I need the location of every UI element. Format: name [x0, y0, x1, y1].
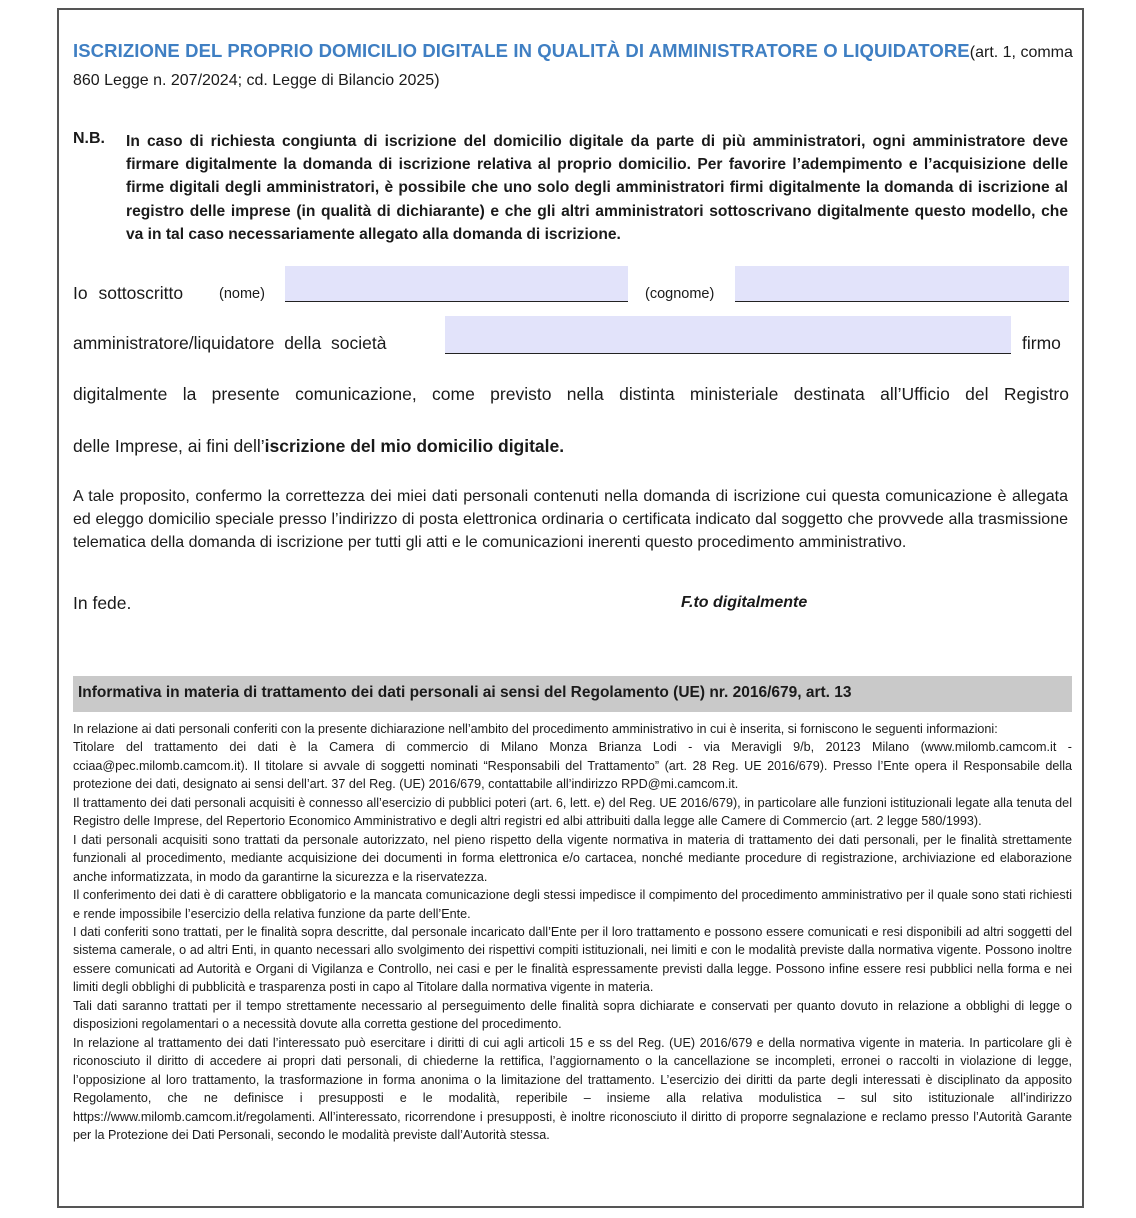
privacy-paragraph: Tali dati saranno trattati per il tempo strettamente necessario al perseguimento delle finalità sopra dichiarate e conservati per quanto dovuto in relazione a obblighi di legge o disposizioni regolamentari o a necessità dovute alla corretta gestione del procedimento. — [73, 998, 1072, 1032]
cognome-input[interactable] — [735, 266, 1069, 302]
declaration-bold: iscrizione del mio domicilio digitale. — [264, 436, 565, 456]
title-heading: ISCRIZIONE DEL PROPRIO DOMICILIO DIGITALE IN QUALITÀ DI AMMINISTRATORE O LIQUIDATORE — [73, 40, 970, 61]
intro-label: Io sottoscritto — [73, 283, 184, 303]
firmo-label: firmo — [1022, 333, 1061, 353]
privacy-paragraph: In relazione ai dati personali conferiti con la presente dichiarazione nell’ambito del procedimento amministrativo in cui è inserita, si forniscono le seguenti informazioni: — [73, 722, 998, 736]
signature-digital: F.to digitalmente — [681, 594, 808, 611]
nome-input[interactable] — [285, 266, 628, 302]
societa-input[interactable] — [445, 316, 1011, 354]
privacy-paragraph: I dati personali acquisiti sono trattati da personale autorizzato, nel pieno rispetto della vigente normativa in materia di trattamento dei dati personali, per le finalità strettamente funzionali al procedimento, mediante acquisizione dei documenti in forma elettronica e/o cartacea, nonché mediante procedure di registrazione, archiviazione ed elaborazione anche informatizzata, in modo da garantirne la sicurezza e la riservatezza. — [73, 832, 1072, 884]
privacy-paragraph: I dati conferiti sono trattati, per le finalità sopra descritte, dal personale incaricato dall’Ente per il loro trattamento e possono essere comunicati e resi disponibili ad altri soggetti del sistema camerale, o ad altri Enti, in quanto necessari allo svolgimento dei rispettivi compiti istituzionali, nei limiti e con le modalità previste dalla normativa vigente. Possono inoltre essere comunicati ad Autorità e Organi di Vigilanza e Controllo, nei casi e per le finalità espressamente previsti dalla legge. Possono infine essere resi pubblici nella forma e nei limiti degli obblighi di pubblicità e trasparenza posti in capo al Titolare dalla normativa vigente in materia. — [73, 924, 1072, 995]
declaration-prefix: delle Imprese, ai fini dell’ — [73, 436, 265, 456]
privacy-body — [73, 720, 1072, 1144]
declaration-line-2 — [73, 436, 564, 457]
note-label: N.B. — [73, 130, 105, 147]
nome-label: (nome) — [219, 286, 265, 302]
confirmation-paragraph: A tale proposito, confermo la correttezza dei miei dati personali contenuti nella domanda di iscrizione cui questa comunicazione è allegata ed eleggo domicilio speciale presso l’indirizzo di posta elettronica ordinaria o certificata indicato dal soggetto che provvede alla trasmissione telematica della domanda di iscrizione per tutti gli atti e le comunicazioni inerenti questo procedimento amministrativo. — [73, 488, 1068, 552]
privacy-paragraph: Titolare del trattamento dei dati è la Camera di commercio di Milano Monza Brianza Lodi - via Meravigli 9/b, 20123 Milano (www.milomb.camcom.it - cciaa@pec.milomb.camcom.it). Il titolare si avvale di soggetti nominati “Responsabili del Trattamento” (art. 28 Reg. UE 2016/679). Presso l’Ente opera il Responsabile della protezione dei dati, designato ai sensi dell’art. 37 del Reg. (UE) 2016/679, contattabile all’indirizzo RPD@mi.camcom.it. — [73, 740, 1072, 792]
declaration-line: digitalmente la presente comunicazione, come previsto nella distinta ministeriale destinata all’Ufficio del Registro — [73, 384, 1069, 404]
privacy-paragraph: Il conferimento dei dati è di carattere obbligatorio e la mancata comunicazione degli stessi impedisce il compimento del procedimento amministrativo per il quale sono stati richiesti e rende impossibile l’esercizio della relativa funzione da parte dell’Ente. — [73, 888, 1072, 921]
in-fede: In fede. — [73, 593, 132, 613]
role-label: amministratore/liquidatore della società — [73, 333, 387, 353]
privacy-paragraph: In relazione al trattamento dei dati l’interessato può esercitare i diritti di cui agli articoli 15 e ss del Reg. (UE) 2016/679 e della normativa vigente in materia. In particolare gli è riconosciuto il diritto di accedere ai propri dati personali, di chiederne la rettifica, l’aggiornamento o la cancellazione se incompleti, erronei o raccolti in violazione di legge, l’opposizione al loro trattamento, la trasformazione in forma anonima o la limitazione del trattamento. L’esercizio dei diritti da parte degli interessati è disciplinato da apposito Regolamento, che ne definisce i presupposti e le modalità, reperibile – insieme alla relativa modulistica – sul sito istituzionale all’indirizzo https://www.milomb.camcom.it/regolamenti. All’interessato, ricorrendone i presupposti, è inoltre riconosciuto il diritto di proporre segnalazione e reclamo presso l’Autorità Garante per la Protezione dei Dati Personali, secondo le modalità previste dall’Autorità stessa. — [73, 1035, 1072, 1142]
document-title — [73, 38, 1073, 94]
note-text: In caso di richiesta congiunta di iscrizione del domicilio digitale da parte di più amministratori, ogni amministratore deve firmare digitalmente la domanda di iscrizione relativa al proprio domicilio. Per favorire l’adempimento e l’acquisizione delle firme digitali degli amministratori, è possibile che uno solo degli amministratori firmi digitalmente la domanda di iscrizione al registro delle imprese (in qualità di dichiarante) e che gli altri amministratori sottoscrivano digitalmente questo modello, che va in tal caso necessariamente allegato alla domanda di iscrizione. — [126, 133, 1068, 243]
title-reference: (art. 1, comma 860 Legge n. 207/2024; cd. Legge di Bilancio 2025) — [73, 44, 1073, 89]
privacy-heading: Informativa in materia di trattamento dei dati personali ai sensi del Regolamento (UE) nr. 2016/679, art. 13 — [73, 676, 1072, 712]
privacy-paragraph: Il trattamento dei dati personali acquisiti è connesso all’esercizio di pubblici poteri (art. 6, lett. e) del Reg. UE 2016/679), in particolare alle funzioni istituzionali legate alla tenuta del Registro delle Imprese, del Repertorio Economico Amministrativo e degli altri registri ed albi attribuiti dalla legge alle Camere di Commercio (art. 2 legge 580/1993). — [73, 795, 1072, 829]
cognome-label: (cognome) — [645, 286, 715, 302]
